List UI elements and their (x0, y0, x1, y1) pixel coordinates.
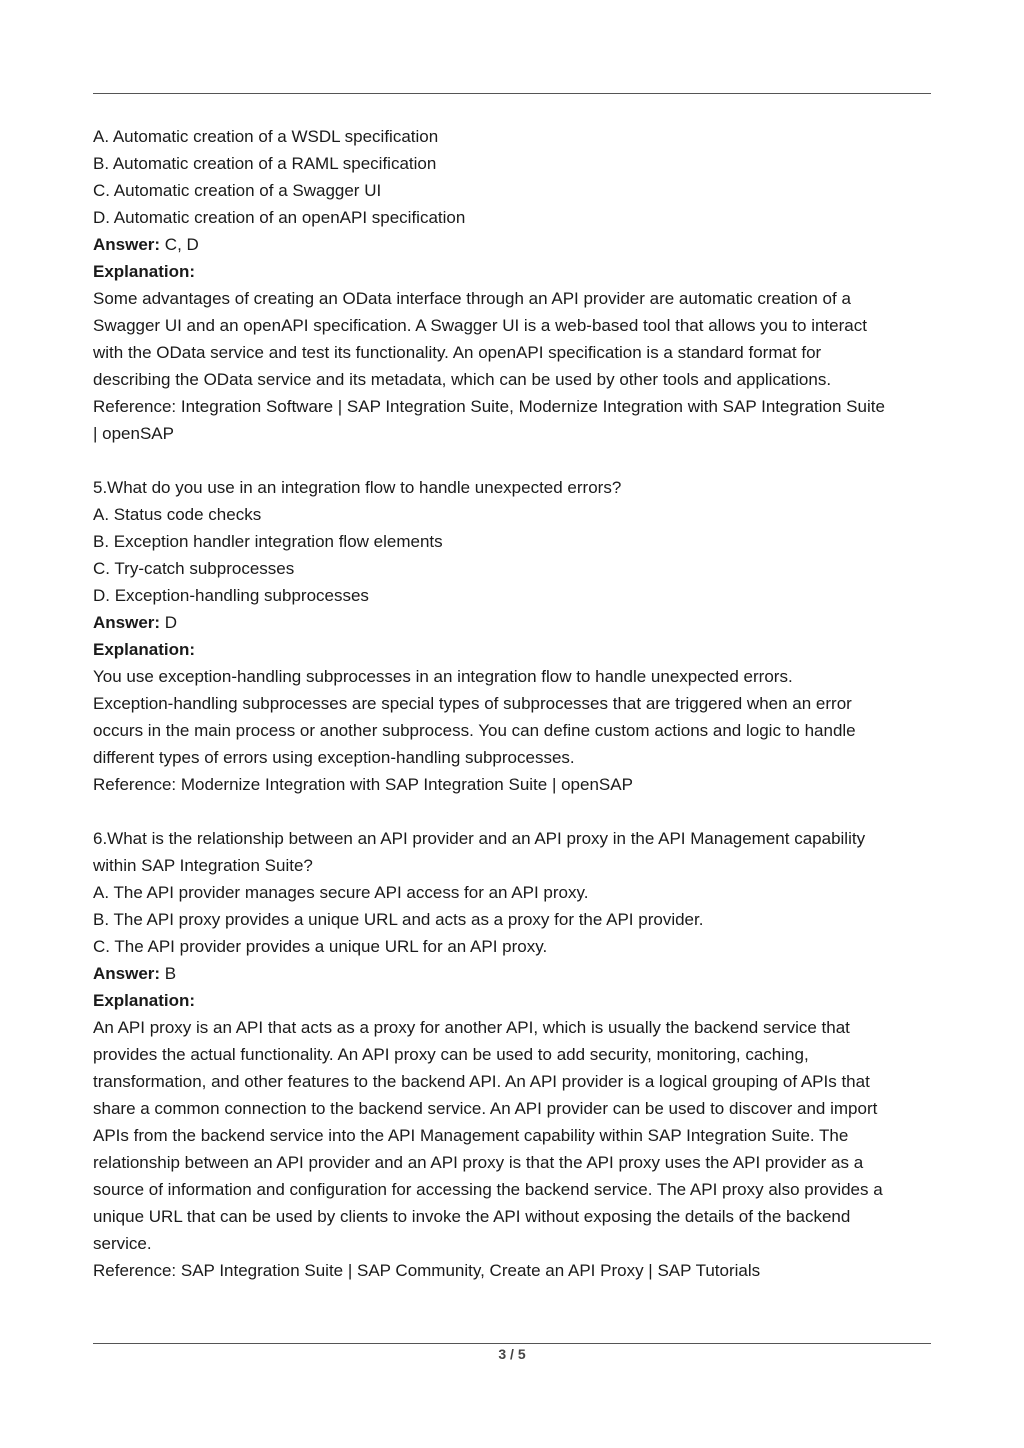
reference-line: | openSAP (93, 424, 174, 443)
page-content (93, 123, 938, 1284)
explanation-line: with the OData service and test its functionality. An openAPI specification is a standard format for (93, 343, 822, 362)
spacer (93, 447, 938, 474)
question-text: within SAP Integration Suite? (93, 856, 313, 875)
explanation-label: Explanation: (93, 262, 196, 281)
explanation-label: Explanation: (93, 640, 196, 659)
spacer (93, 798, 938, 825)
explanation-line: provides the actual functionality. An API proxy can be used to add security, monitoring, caching, (93, 1045, 809, 1064)
question-6 (93, 825, 938, 1284)
explanation-line: Swagger UI and an openAPI specification. A Swagger UI is a web-based tool that allows you to interact (93, 316, 867, 335)
explanation-label: Explanation: (93, 991, 196, 1010)
explanation-line: Some advantages of creating an OData interface through an API provider are automatic creation of a (93, 289, 851, 308)
footer-divider (93, 1343, 931, 1344)
question-5 (93, 474, 938, 798)
explanation-line: An API proxy is an API that acts as a proxy for another API, which is usually the backend service that (93, 1018, 850, 1037)
explanation-line: share a common connection to the backend service. An API provider can be used to discover and import (93, 1099, 878, 1118)
explanation-line: relationship between an API provider and an API proxy is that the API proxy uses the API provider as a (93, 1153, 864, 1172)
explanation-line: unique URL that can be used by clients to invoke the API without exposing the details of the backend (93, 1207, 851, 1226)
answer-label: Answer: (93, 964, 161, 983)
explanation-line: Exception-handling subprocesses are special types of subprocesses that are triggered when an error (93, 694, 852, 713)
explanation-line: service. (93, 1234, 152, 1253)
option-b: B. Exception handler integration flow elements (93, 532, 443, 551)
reference-line: Reference: Integration Software | SAP Integration Suite, Modernize Integration with SAP Integration Suite (93, 397, 885, 416)
header-divider (93, 93, 931, 94)
option-a: A. The API provider manages secure API access for an API proxy. (93, 883, 589, 902)
answer-value: C, D (160, 235, 199, 254)
explanation-line: You use exception-handling subprocesses in an integration flow to handle unexpected errors. (93, 667, 793, 686)
answer-label: Answer: (93, 235, 161, 254)
option-b: B. The API proxy provides a unique URL and acts as a proxy for the API provider. (93, 910, 704, 929)
option-c: C. Automatic creation of a Swagger UI (93, 181, 382, 200)
answer-value: B (160, 964, 177, 983)
answer-line (93, 231, 938, 258)
answer-label: Answer: (93, 613, 161, 632)
reference-line: Reference: SAP Integration Suite | SAP Community, Create an API Proxy | SAP Tutorials (93, 1261, 761, 1280)
explanation-line: transformation, and other features to the backend API. An API provider is a logical grouping of APIs that (93, 1072, 870, 1091)
explanation-line: occurs in the main process or another subprocess. You can define custom actions and logic to handle (93, 721, 856, 740)
option-b: B. Automatic creation of a RAML specification (93, 154, 437, 173)
question-text: 6.What is the relationship between an API provider and an API proxy in the API Management capability (93, 829, 866, 848)
option-d: D. Automatic creation of an openAPI specification (93, 208, 466, 227)
explanation-line: source of information and configuration for accessing the backend service. The API proxy also provides a (93, 1180, 883, 1199)
explanation-line: APIs from the backend service into the API Management capability within SAP Integration Suite. The (93, 1126, 849, 1145)
option-a: A. Status code checks (93, 505, 262, 524)
reference-line: Reference: Modernize Integration with SAP Integration Suite | openSAP (93, 775, 633, 794)
explanation-line: describing the OData service and its metadata, which can be used by other tools and applications. (93, 370, 832, 389)
answer-line (93, 609, 938, 636)
page-number: 3 / 5 (498, 1346, 526, 1362)
question-4 (93, 123, 938, 447)
question-text: 5.What do you use in an integration flow to handle unexpected errors? (93, 478, 622, 497)
answer-line (93, 960, 938, 987)
option-c: C. The API provider provides a unique URL for an API proxy. (93, 937, 548, 956)
option-d: D. Exception-handling subprocesses (93, 586, 369, 605)
answer-value: D (160, 613, 178, 632)
option-a: A. Automatic creation of a WSDL specification (93, 127, 439, 146)
explanation-line: different types of errors using exception-handling subprocesses. (93, 748, 575, 767)
option-c: C. Try-catch subprocesses (93, 559, 295, 578)
